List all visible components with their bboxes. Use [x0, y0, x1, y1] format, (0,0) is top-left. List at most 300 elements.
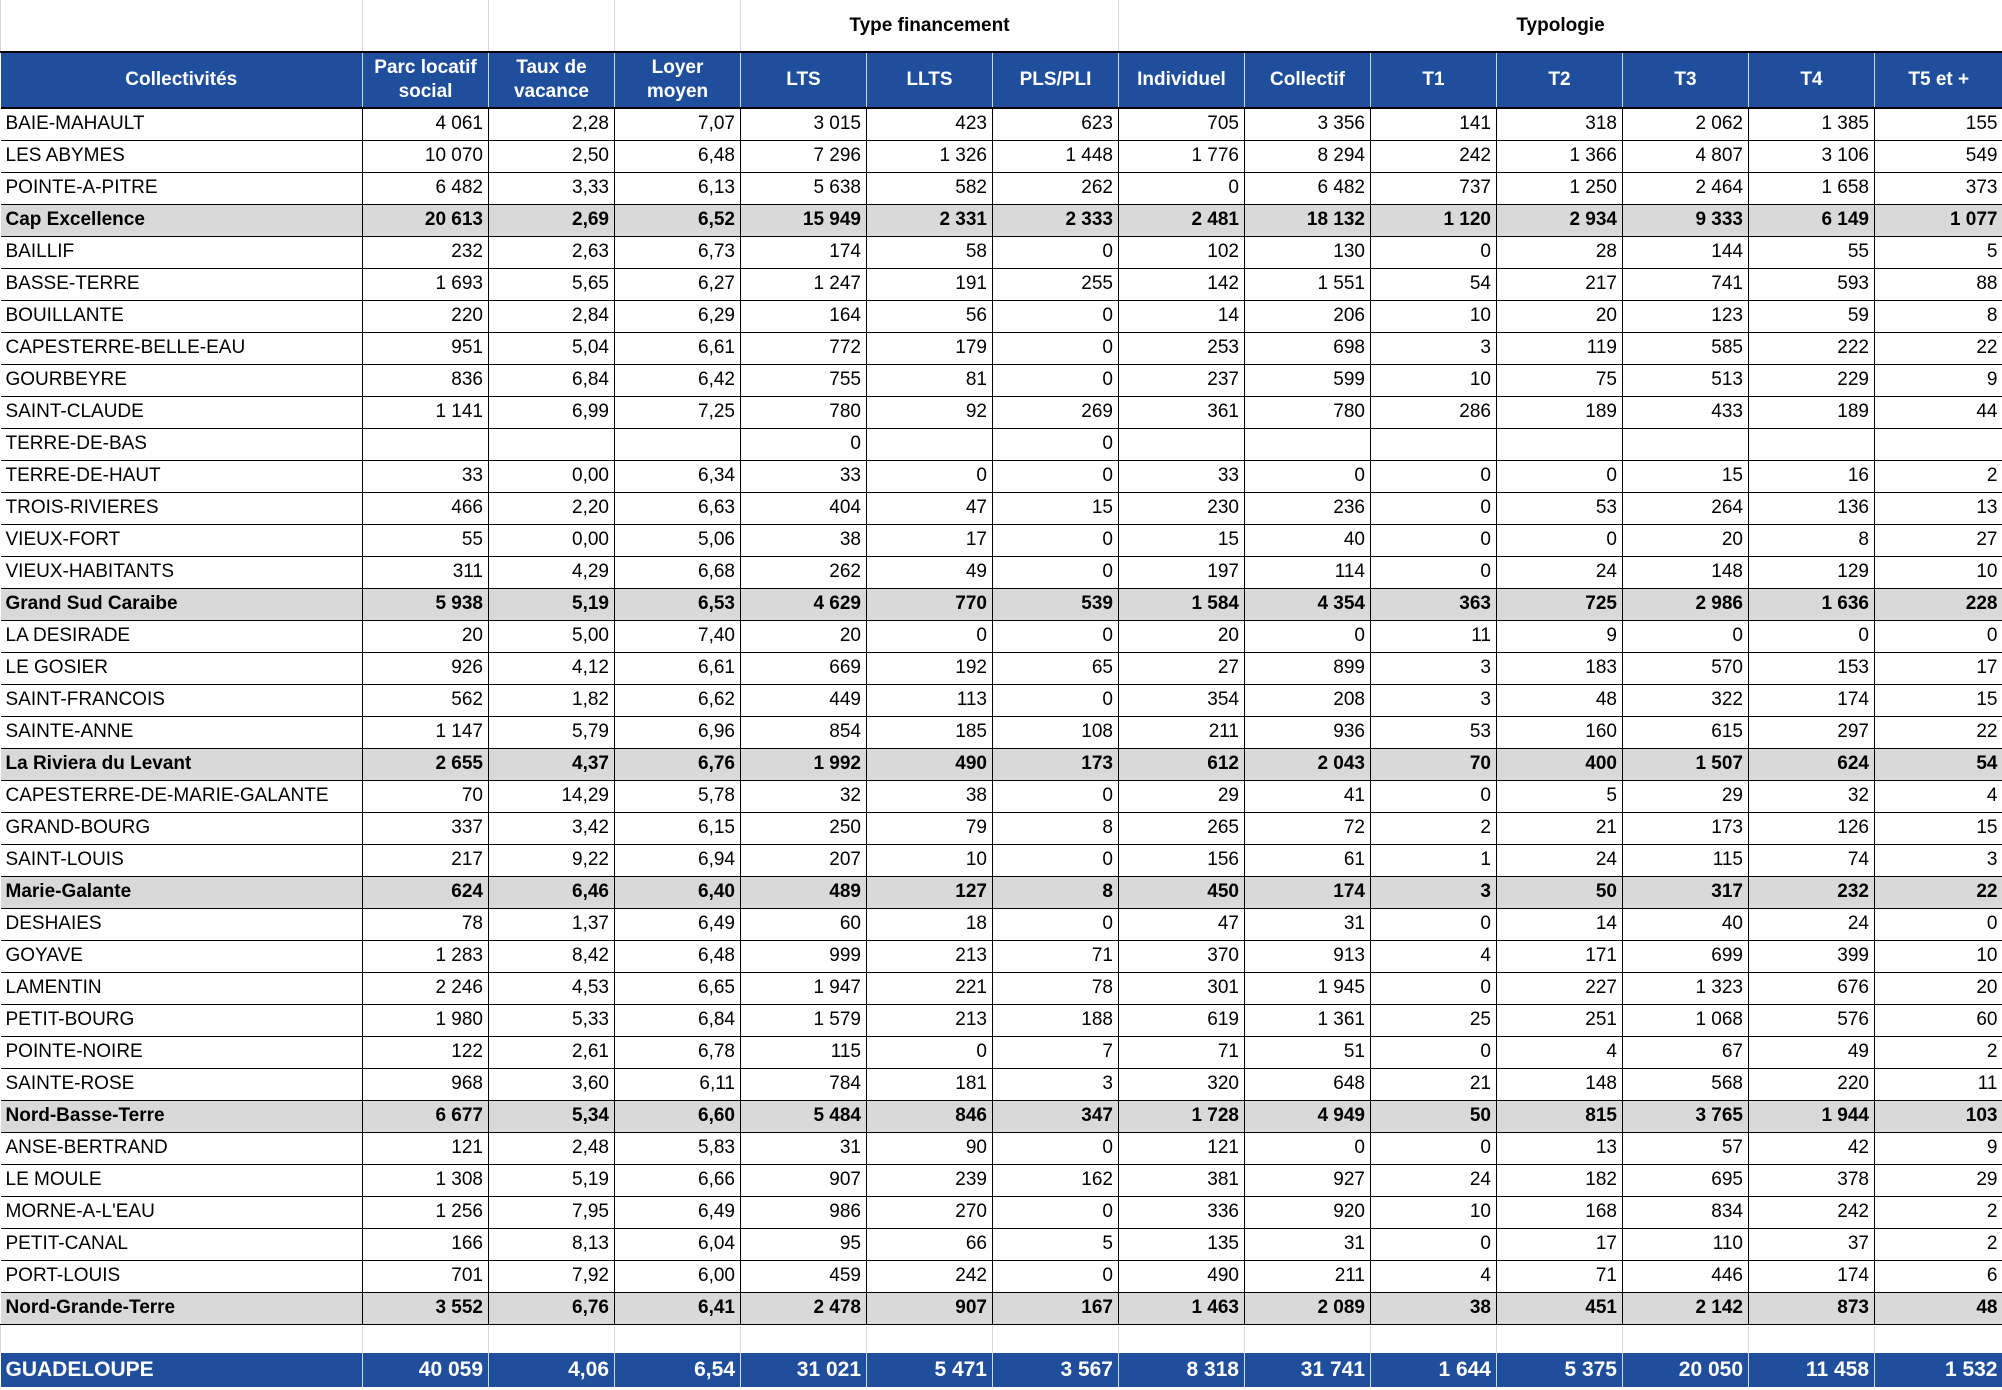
value-cell[interactable]: 0: [867, 1036, 993, 1068]
value-cell[interactable]: 142: [1119, 268, 1245, 300]
value-cell[interactable]: 2,69: [489, 204, 615, 236]
value-cell[interactable]: 115: [741, 1036, 867, 1068]
column-header[interactable]: T2: [1497, 52, 1623, 108]
value-cell[interactable]: 2,28: [489, 108, 615, 140]
value-cell[interactable]: 2: [1875, 1036, 2002, 1068]
value-cell[interactable]: 1 776: [1119, 140, 1245, 172]
value-cell[interactable]: 2 986: [1623, 588, 1749, 620]
value-cell[interactable]: 61: [1245, 844, 1371, 876]
value-cell[interactable]: 0: [867, 460, 993, 492]
value-cell[interactable]: 3,42: [489, 812, 615, 844]
value-cell[interactable]: 269: [993, 396, 1119, 428]
value-cell[interactable]: 71: [1497, 1260, 1623, 1292]
value-cell[interactable]: 0: [1245, 620, 1371, 652]
row-label-cell[interactable]: GOYAVE: [1, 940, 363, 972]
value-cell[interactable]: 815: [1497, 1100, 1623, 1132]
value-cell[interactable]: 6,63: [615, 492, 741, 524]
value-cell[interactable]: 3 015: [741, 108, 867, 140]
value-cell[interactable]: 2 481: [1119, 204, 1245, 236]
value-cell[interactable]: 237: [1119, 364, 1245, 396]
value-cell[interactable]: 1,82: [489, 684, 615, 716]
value-cell[interactable]: 4: [1371, 940, 1497, 972]
value-cell[interactable]: 8: [993, 876, 1119, 908]
value-cell[interactable]: 9: [1875, 364, 2002, 396]
value-cell[interactable]: 148: [1497, 1068, 1623, 1100]
value-cell[interactable]: 705: [1119, 108, 1245, 140]
value-cell[interactable]: 6,99: [489, 396, 615, 428]
value-cell[interactable]: 433: [1623, 396, 1749, 428]
column-header[interactable]: Taux de vacance: [489, 52, 615, 108]
value-cell[interactable]: 311: [363, 556, 489, 588]
row-label-cell[interactable]: Nord-Grande-Terre: [1, 1292, 363, 1324]
value-cell[interactable]: 71: [993, 940, 1119, 972]
value-cell[interactable]: 31: [741, 1132, 867, 1164]
value-cell[interactable]: 6,46: [489, 876, 615, 908]
value-cell[interactable]: 183: [1497, 652, 1623, 684]
value-cell[interactable]: 74: [1749, 844, 1875, 876]
value-cell[interactable]: 18: [867, 908, 993, 940]
value-cell[interactable]: 1 728: [1119, 1100, 1245, 1132]
value-cell[interactable]: 1 579: [741, 1004, 867, 1036]
value-cell[interactable]: 22: [1875, 716, 2002, 748]
value-cell[interactable]: 3: [1371, 652, 1497, 684]
value-cell[interactable]: 14: [1119, 300, 1245, 332]
value-cell[interactable]: 1 068: [1623, 1004, 1749, 1036]
value-cell[interactable]: 2,61: [489, 1036, 615, 1068]
value-cell[interactable]: 208: [1245, 684, 1371, 716]
row-label-cell[interactable]: MORNE-A-L'EAU: [1, 1196, 363, 1228]
value-cell[interactable]: 56: [867, 300, 993, 332]
value-cell[interactable]: 3: [1371, 876, 1497, 908]
value-cell[interactable]: 6,52: [615, 204, 741, 236]
column-header[interactable]: Parc locatif social: [363, 52, 489, 108]
value-cell[interactable]: 0: [993, 332, 1119, 364]
value-cell[interactable]: 4: [1497, 1036, 1623, 1068]
value-cell[interactable]: 10 070: [363, 140, 489, 172]
value-cell[interactable]: 0: [741, 428, 867, 460]
value-cell[interactable]: 7,40: [615, 620, 741, 652]
value-cell[interactable]: 0: [1749, 620, 1875, 652]
value-cell[interactable]: 20: [1623, 524, 1749, 556]
row-label-cell[interactable]: BAILLIF: [1, 236, 363, 268]
value-cell[interactable]: 127: [867, 876, 993, 908]
value-cell[interactable]: 189: [1497, 396, 1623, 428]
value-cell[interactable]: 1 944: [1749, 1100, 1875, 1132]
value-cell[interactable]: 239: [867, 1164, 993, 1196]
total-value-cell[interactable]: 5 471: [867, 1353, 993, 1387]
value-cell[interactable]: 7,95: [489, 1196, 615, 1228]
value-cell[interactable]: 251: [1497, 1004, 1623, 1036]
value-cell[interactable]: 400: [1497, 748, 1623, 780]
value-cell[interactable]: 217: [363, 844, 489, 876]
value-cell[interactable]: 220: [363, 300, 489, 332]
value-cell[interactable]: 33: [363, 460, 489, 492]
value-cell[interactable]: 221: [867, 972, 993, 1004]
value-cell[interactable]: 899: [1245, 652, 1371, 684]
value-cell[interactable]: 7,25: [615, 396, 741, 428]
value-cell[interactable]: 1 584: [1119, 588, 1245, 620]
row-label-cell[interactable]: La Riviera du Levant: [1, 748, 363, 780]
value-cell[interactable]: 0: [1371, 972, 1497, 1004]
value-cell[interactable]: 174: [1749, 1260, 1875, 1292]
value-cell[interactable]: 2 655: [363, 748, 489, 780]
value-cell[interactable]: 5,00: [489, 620, 615, 652]
value-cell[interactable]: 6,48: [615, 140, 741, 172]
value-cell[interactable]: 4,53: [489, 972, 615, 1004]
value-cell[interactable]: 0: [1497, 460, 1623, 492]
value-cell[interactable]: 2,48: [489, 1132, 615, 1164]
value-cell[interactable]: 1 120: [1371, 204, 1497, 236]
value-cell[interactable]: 846: [867, 1100, 993, 1132]
value-cell[interactable]: 38: [1371, 1292, 1497, 1324]
value-cell[interactable]: 1,37: [489, 908, 615, 940]
row-label-cell[interactable]: BASSE-TERRE: [1, 268, 363, 300]
value-cell[interactable]: 459: [741, 1260, 867, 1292]
value-cell[interactable]: 55: [363, 524, 489, 556]
value-cell[interactable]: 6,11: [615, 1068, 741, 1100]
value-cell[interactable]: 936: [1245, 716, 1371, 748]
value-cell[interactable]: 174: [1245, 876, 1371, 908]
value-cell[interactable]: 549: [1875, 140, 2002, 172]
value-cell[interactable]: 5,65: [489, 268, 615, 300]
value-cell[interactable]: 7,92: [489, 1260, 615, 1292]
value-cell[interactable]: 141: [1371, 108, 1497, 140]
value-cell[interactable]: 0: [993, 300, 1119, 332]
row-label-cell[interactable]: PETIT-CANAL: [1, 1228, 363, 1260]
row-label-cell[interactable]: BOUILLANTE: [1, 300, 363, 332]
value-cell[interactable]: 171: [1497, 940, 1623, 972]
value-cell[interactable]: 6 482: [363, 172, 489, 204]
value-cell[interactable]: 320: [1119, 1068, 1245, 1100]
value-cell[interactable]: 0: [1371, 556, 1497, 588]
total-value-cell[interactable]: 4,06: [489, 1353, 615, 1387]
value-cell[interactable]: 576: [1749, 1004, 1875, 1036]
value-cell[interactable]: 11: [1875, 1068, 2002, 1100]
value-cell[interactable]: 4 949: [1245, 1100, 1371, 1132]
value-cell[interactable]: 262: [741, 556, 867, 588]
value-cell[interactable]: 166: [363, 1228, 489, 1260]
value-cell[interactable]: 6,13: [615, 172, 741, 204]
value-cell[interactable]: 20: [1497, 300, 1623, 332]
value-cell[interactable]: 32: [741, 780, 867, 812]
value-cell[interactable]: 9: [1497, 620, 1623, 652]
value-cell[interactable]: 92: [867, 396, 993, 428]
column-header[interactable]: Collectivités: [1, 52, 363, 108]
row-label-cell[interactable]: SAINT-FRANCOIS: [1, 684, 363, 716]
value-cell[interactable]: 8,42: [489, 940, 615, 972]
value-cell[interactable]: 5,33: [489, 1004, 615, 1036]
total-value-cell[interactable]: 40 059: [363, 1353, 489, 1387]
value-cell[interactable]: 11: [1371, 620, 1497, 652]
value-cell[interactable]: 15 949: [741, 204, 867, 236]
total-value-cell[interactable]: 3 567: [993, 1353, 1119, 1387]
value-cell[interactable]: 24: [1497, 556, 1623, 588]
total-value-cell[interactable]: 1 532: [1875, 1353, 2002, 1387]
value-cell[interactable]: 181: [867, 1068, 993, 1100]
value-cell[interactable]: 4,12: [489, 652, 615, 684]
value-cell[interactable]: 0: [1371, 1036, 1497, 1068]
value-cell[interactable]: 513: [1623, 364, 1749, 396]
value-cell[interactable]: 228: [1875, 588, 2002, 620]
value-cell[interactable]: 0: [1245, 460, 1371, 492]
value-cell[interactable]: 562: [363, 684, 489, 716]
value-cell[interactable]: 3 765: [1623, 1100, 1749, 1132]
value-cell[interactable]: 5,06: [615, 524, 741, 556]
value-cell[interactable]: 1 945: [1245, 972, 1371, 1004]
row-label-cell[interactable]: TERRE-DE-BAS: [1, 428, 363, 460]
value-cell[interactable]: 6,42: [615, 364, 741, 396]
value-cell[interactable]: 168: [1497, 1196, 1623, 1228]
value-cell[interactable]: 450: [1119, 876, 1245, 908]
value-cell[interactable]: 262: [993, 172, 1119, 204]
value-cell[interactable]: 1 658: [1749, 172, 1875, 204]
value-cell[interactable]: 72: [1245, 812, 1371, 844]
value-cell[interactable]: 648: [1245, 1068, 1371, 1100]
value-cell[interactable]: 2 043: [1245, 748, 1371, 780]
value-cell[interactable]: 489: [741, 876, 867, 908]
value-cell[interactable]: 1 693: [363, 268, 489, 300]
value-cell[interactable]: 230: [1119, 492, 1245, 524]
value-cell[interactable]: 242: [1749, 1196, 1875, 1228]
value-cell[interactable]: 115: [1623, 844, 1749, 876]
value-cell[interactable]: 451: [1497, 1292, 1623, 1324]
value-cell[interactable]: 211: [1245, 1260, 1371, 1292]
value-cell[interactable]: 66: [867, 1228, 993, 1260]
value-cell[interactable]: 1 283: [363, 940, 489, 972]
value-cell[interactable]: 3: [1371, 684, 1497, 716]
value-cell[interactable]: 13: [1875, 492, 2002, 524]
value-cell[interactable]: 539: [993, 588, 1119, 620]
row-label-cell[interactable]: Grand Sud Caraibe: [1, 588, 363, 620]
value-cell[interactable]: 6,34: [615, 460, 741, 492]
row-label-cell[interactable]: CAPESTERRE-BELLE-EAU: [1, 332, 363, 364]
value-cell[interactable]: 669: [741, 652, 867, 684]
value-cell[interactable]: 65: [993, 652, 1119, 684]
value-cell[interactable]: 3,60: [489, 1068, 615, 1100]
value-cell[interactable]: 79: [867, 812, 993, 844]
value-cell[interactable]: 33: [741, 460, 867, 492]
value-cell[interactable]: 25: [1371, 1004, 1497, 1036]
value-cell[interactable]: 6,48: [615, 940, 741, 972]
value-cell[interactable]: 27: [1875, 524, 2002, 556]
value-cell[interactable]: 270: [867, 1196, 993, 1228]
value-cell[interactable]: 0: [1371, 908, 1497, 940]
total-label-cell[interactable]: GUADELOUPE: [1, 1353, 363, 1387]
value-cell[interactable]: 191: [867, 268, 993, 300]
value-cell[interactable]: [1875, 428, 2002, 460]
value-cell[interactable]: 737: [1371, 172, 1497, 204]
value-cell[interactable]: 615: [1623, 716, 1749, 748]
value-cell[interactable]: 17: [867, 524, 993, 556]
value-cell[interactable]: 173: [1623, 812, 1749, 844]
column-header[interactable]: Loyer moyen: [615, 52, 741, 108]
value-cell[interactable]: 78: [993, 972, 1119, 1004]
column-header[interactable]: Collectif: [1245, 52, 1371, 108]
value-cell[interactable]: 1 323: [1623, 972, 1749, 1004]
value-cell[interactable]: 836: [363, 364, 489, 396]
value-cell[interactable]: 0: [1245, 1132, 1371, 1164]
value-cell[interactable]: 0: [1119, 172, 1245, 204]
row-label-cell[interactable]: LAMENTIN: [1, 972, 363, 1004]
value-cell[interactable]: 873: [1749, 1292, 1875, 1324]
value-cell[interactable]: 40: [1623, 908, 1749, 940]
value-cell[interactable]: 986: [741, 1196, 867, 1228]
value-cell[interactable]: 188: [993, 1004, 1119, 1036]
value-cell[interactable]: 5 938: [363, 588, 489, 620]
row-label-cell[interactable]: POINTE-NOIRE: [1, 1036, 363, 1068]
value-cell[interactable]: 114: [1245, 556, 1371, 588]
value-cell[interactable]: 4 807: [1623, 140, 1749, 172]
value-cell[interactable]: [615, 428, 741, 460]
value-cell[interactable]: 8: [1749, 524, 1875, 556]
value-cell[interactable]: 10: [1875, 940, 2002, 972]
value-cell[interactable]: 2 478: [741, 1292, 867, 1324]
value-cell[interactable]: 6 482: [1245, 172, 1371, 204]
value-cell[interactable]: 50: [1497, 876, 1623, 908]
value-cell[interactable]: 6,27: [615, 268, 741, 300]
row-label-cell[interactable]: GRAND-BOURG: [1, 812, 363, 844]
value-cell[interactable]: 28: [1497, 236, 1623, 268]
value-cell[interactable]: 156: [1119, 844, 1245, 876]
value-cell[interactable]: 24: [1371, 1164, 1497, 1196]
value-cell[interactable]: 47: [867, 492, 993, 524]
value-cell[interactable]: 4,37: [489, 748, 615, 780]
value-cell[interactable]: 698: [1245, 332, 1371, 364]
value-cell[interactable]: 5,83: [615, 1132, 741, 1164]
value-cell[interactable]: 0: [1623, 620, 1749, 652]
value-cell[interactable]: 135: [1119, 1228, 1245, 1260]
value-cell[interactable]: 14,29: [489, 780, 615, 812]
value-cell[interactable]: 10: [1371, 1196, 1497, 1228]
value-cell[interactable]: [1497, 428, 1623, 460]
value-cell[interactable]: 6,40: [615, 876, 741, 908]
value-cell[interactable]: 0: [1875, 908, 2002, 940]
value-cell[interactable]: 913: [1245, 940, 1371, 972]
value-cell[interactable]: 15: [1623, 460, 1749, 492]
value-cell[interactable]: [489, 428, 615, 460]
value-cell[interactable]: 2,50: [489, 140, 615, 172]
value-cell[interactable]: 21: [1371, 1068, 1497, 1100]
value-cell[interactable]: 854: [741, 716, 867, 748]
value-cell[interactable]: 0: [1497, 524, 1623, 556]
value-cell[interactable]: 136: [1749, 492, 1875, 524]
value-cell[interactable]: 48: [1497, 684, 1623, 716]
value-cell[interactable]: 54: [1371, 268, 1497, 300]
column-header[interactable]: LTS: [741, 52, 867, 108]
value-cell[interactable]: 2 246: [363, 972, 489, 1004]
value-cell[interactable]: 725: [1497, 588, 1623, 620]
value-cell[interactable]: [867, 428, 993, 460]
value-cell[interactable]: 60: [1875, 1004, 2002, 1036]
value-cell[interactable]: 0: [993, 780, 1119, 812]
value-cell[interactable]: 59: [1749, 300, 1875, 332]
value-cell[interactable]: 22: [1875, 332, 2002, 364]
total-value-cell[interactable]: 31 741: [1245, 1353, 1371, 1387]
value-cell[interactable]: 49: [1749, 1036, 1875, 1068]
value-cell[interactable]: 6,76: [615, 748, 741, 780]
value-cell[interactable]: 1 385: [1749, 108, 1875, 140]
value-cell[interactable]: 8 294: [1245, 140, 1371, 172]
value-cell[interactable]: 6,73: [615, 236, 741, 268]
value-cell[interactable]: 593: [1749, 268, 1875, 300]
value-cell[interactable]: 446: [1623, 1260, 1749, 1292]
value-cell[interactable]: 0: [1875, 620, 2002, 652]
value-cell[interactable]: 907: [741, 1164, 867, 1196]
value-cell[interactable]: 227: [1497, 972, 1623, 1004]
value-cell[interactable]: 24: [1497, 844, 1623, 876]
value-cell[interactable]: 32: [1749, 780, 1875, 812]
value-cell[interactable]: 1 448: [993, 140, 1119, 172]
value-cell[interactable]: 33: [1119, 460, 1245, 492]
value-cell[interactable]: 162: [993, 1164, 1119, 1196]
value-cell[interactable]: 585: [1623, 332, 1749, 364]
value-cell[interactable]: 49: [867, 556, 993, 588]
value-cell[interactable]: 951: [363, 332, 489, 364]
value-cell[interactable]: 6,96: [615, 716, 741, 748]
row-label-cell[interactable]: TERRE-DE-HAUT: [1, 460, 363, 492]
value-cell[interactable]: 6,94: [615, 844, 741, 876]
value-cell[interactable]: 7 296: [741, 140, 867, 172]
value-cell[interactable]: 182: [1497, 1164, 1623, 1196]
value-cell[interactable]: 968: [363, 1068, 489, 1100]
value-cell[interactable]: 255: [993, 268, 1119, 300]
total-value-cell[interactable]: 11 458: [1749, 1353, 1875, 1387]
value-cell[interactable]: 8,13: [489, 1228, 615, 1260]
value-cell[interactable]: 361: [1119, 396, 1245, 428]
value-cell[interactable]: 490: [1119, 1260, 1245, 1292]
value-cell[interactable]: 0,00: [489, 524, 615, 556]
value-cell[interactable]: 38: [741, 524, 867, 556]
value-cell[interactable]: 3 552: [363, 1292, 489, 1324]
column-header[interactable]: T3: [1623, 52, 1749, 108]
value-cell[interactable]: [1245, 428, 1371, 460]
value-cell[interactable]: 449: [741, 684, 867, 716]
value-cell[interactable]: 336: [1119, 1196, 1245, 1228]
value-cell[interactable]: 0: [993, 236, 1119, 268]
row-label-cell[interactable]: SAINT-LOUIS: [1, 844, 363, 876]
value-cell[interactable]: 2 062: [1623, 108, 1749, 140]
value-cell[interactable]: 0: [993, 460, 1119, 492]
value-cell[interactable]: 926: [363, 652, 489, 684]
value-cell[interactable]: 122: [363, 1036, 489, 1068]
value-cell[interactable]: 44: [1875, 396, 2002, 428]
value-cell[interactable]: 2: [1875, 1196, 2002, 1228]
value-cell[interactable]: 20: [363, 620, 489, 652]
value-cell[interactable]: 6,84: [615, 1004, 741, 1036]
value-cell[interactable]: 29: [1875, 1164, 2002, 1196]
value-cell[interactable]: 6,66: [615, 1164, 741, 1196]
value-cell[interactable]: 772: [741, 332, 867, 364]
value-cell[interactable]: 57: [1623, 1132, 1749, 1164]
value-cell[interactable]: 0: [993, 1260, 1119, 1292]
value-cell[interactable]: 14: [1497, 908, 1623, 940]
value-cell[interactable]: 6,62: [615, 684, 741, 716]
value-cell[interactable]: [1119, 428, 1245, 460]
value-cell[interactable]: 174: [1749, 684, 1875, 716]
value-cell[interactable]: 108: [993, 716, 1119, 748]
value-cell[interactable]: 67: [1623, 1036, 1749, 1068]
value-cell[interactable]: 113: [867, 684, 993, 716]
value-cell[interactable]: 31: [1245, 1228, 1371, 1260]
value-cell[interactable]: 6,49: [615, 1196, 741, 1228]
value-cell[interactable]: 173: [993, 748, 1119, 780]
value-cell[interactable]: 129: [1749, 556, 1875, 588]
value-cell[interactable]: 58: [867, 236, 993, 268]
value-cell[interactable]: 0: [993, 844, 1119, 876]
value-cell[interactable]: 264: [1623, 492, 1749, 524]
value-cell[interactable]: 999: [741, 940, 867, 972]
value-cell[interactable]: 363: [1371, 588, 1497, 620]
